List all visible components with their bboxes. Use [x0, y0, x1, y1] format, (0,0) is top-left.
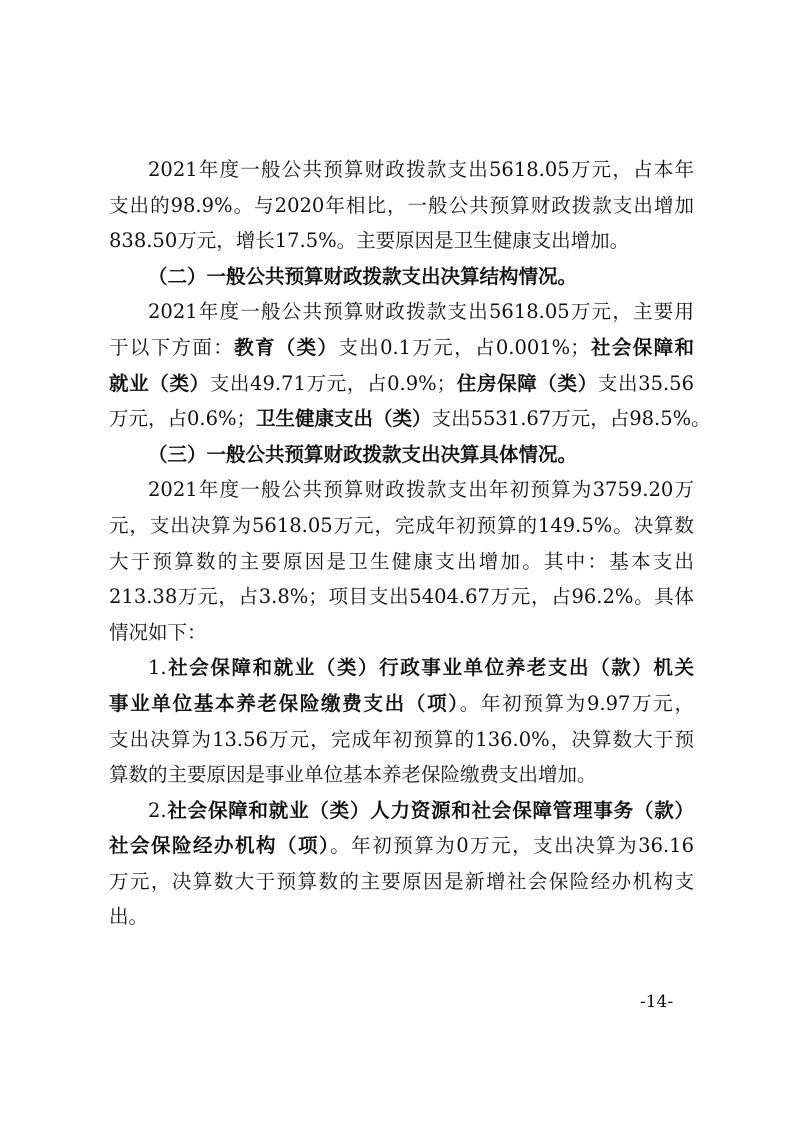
text-line [109, 223, 694, 259]
bold-text-run: 卫生健康支出（类） [256, 407, 432, 431]
text-run: 大于预算数的主要原因是卫生健康支出增加。其中：基本支出 [109, 549, 694, 573]
text-run: 。年初预算为9.97万元， [459, 691, 694, 715]
heading-text: （二）一般公共预算财政拨款支出决算结构情况。 [148, 264, 578, 288]
text-run: 支出49.71万元，占0.9%； [209, 371, 457, 395]
text-run: 元，支出决算为5618.05万元，完成年初预算的149.5%。决算数 [109, 513, 694, 537]
text-line [109, 864, 694, 900]
text-line [109, 650, 694, 686]
heading-text: （三）一般公共预算财政拨款支出决算具体情况。 [148, 442, 578, 466]
text-run: 算数的主要原因是事业单位基本养老保险缴费支出增加。 [109, 763, 597, 787]
text-run: 万元，占0.6%； [109, 407, 257, 431]
text-run: 支出的98.9%。与2020年相比，一般公共预算财政拨款支出增加 [109, 193, 694, 217]
text-line [109, 508, 694, 544]
text-run: 万元，决算数大于预算数的主要原因是新增社会保险经办机构支 [109, 869, 694, 893]
text-line [109, 259, 694, 295]
text-line [109, 437, 694, 473]
text-run: 于以下方面： [109, 335, 235, 359]
text-line [109, 615, 694, 651]
text-run: 2021年度一般公共预算财政拨款支出5618.05万元，主要用 [148, 300, 694, 324]
bold-text-run: 事业单位基本养老保险缴费支出（项） [109, 691, 460, 715]
bold-text-run: 住房保障（类） [456, 371, 598, 395]
bold-text-run: 教育（类） [234, 335, 339, 359]
paragraph [109, 294, 711, 436]
text-run: 支出35.56 [597, 371, 694, 395]
text-run: 2021年度一般公共预算财政拨款支出5618.05万元，占本年 [148, 158, 694, 181]
paragraph [109, 793, 694, 935]
text-run: 支出5531.67万元，占98.5%。 [431, 407, 711, 431]
section-heading [109, 437, 694, 473]
paragraph [109, 152, 694, 259]
text-line [109, 899, 694, 935]
paragraph [109, 472, 694, 650]
text-line [109, 544, 694, 580]
bold-text-run: 社会保障和就业（类）人力资源和社会保障管理事务（款） [166, 798, 694, 822]
paragraph [109, 650, 694, 792]
document-body [109, 152, 711, 935]
text-line [109, 188, 694, 224]
text-run: 出。 [109, 905, 149, 929]
text-run: 1. [148, 656, 167, 680]
text-line [109, 294, 694, 330]
text-line [109, 579, 694, 615]
section-heading [109, 259, 694, 295]
text-line [109, 472, 694, 508]
page-number: -14- [640, 992, 674, 1012]
text-line [109, 366, 694, 402]
text-run: 213.38万元，占3.8%；项目支出5404.67万元，占96.2%。具体 [109, 585, 694, 609]
bold-text-run: 社会保险经办机构（项） [109, 834, 331, 858]
bold-text-run: 就业（类） [109, 371, 210, 395]
text-run: 2. [148, 798, 167, 822]
text-run: 。年初预算为0万元，支出决算为36.16 [330, 834, 694, 858]
bold-text-run: 社会保障和就业（类）行政事业单位养老支出（款）机关 [166, 656, 694, 680]
text-line [109, 401, 711, 437]
text-run: 支出决算为13.56万元，完成年初预算的136.0%，决算数大于预 [109, 727, 694, 751]
text-line [109, 757, 694, 793]
text-line [109, 793, 694, 829]
text-line [109, 686, 694, 722]
text-run: 情况如下： [109, 620, 207, 644]
bold-text-run: 社会保障和 [589, 335, 694, 359]
text-run: 支出0.1万元，占0.001%； [338, 335, 590, 359]
text-line [109, 828, 694, 864]
text-run: 838.50万元，增长17.5%。主要原因是卫生健康支出增加。 [109, 229, 630, 253]
text-line [109, 722, 694, 758]
text-line [109, 152, 694, 188]
text-line [109, 330, 694, 366]
text-run: 2021年度一般公共预算财政拨款支出年初预算为3759.20万 [148, 478, 694, 502]
